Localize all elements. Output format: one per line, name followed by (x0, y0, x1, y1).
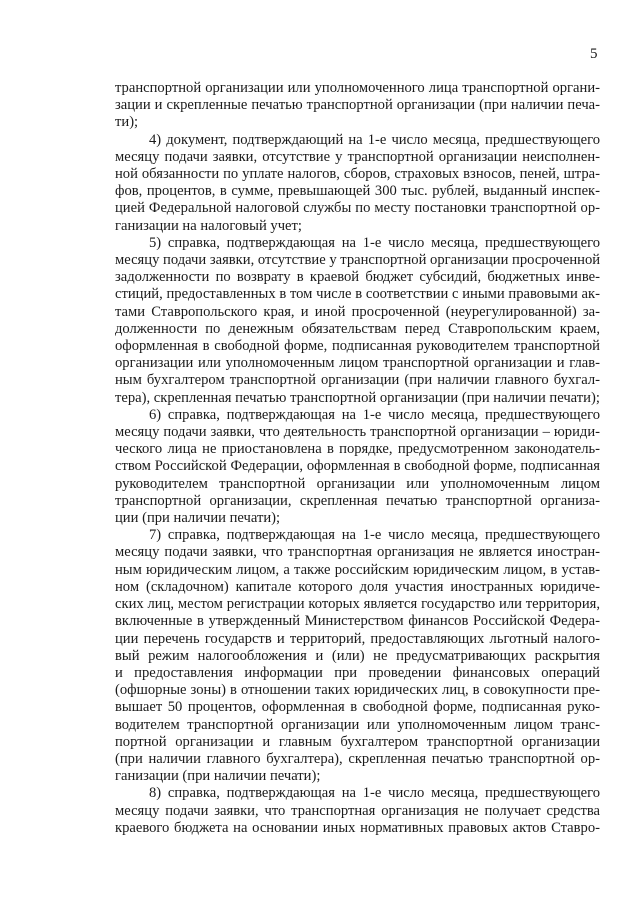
text-line: ным юридическим лицом, а также российским юридическим лицом, в устав- (115, 561, 600, 578)
text-line: ских лиц, местом регистрации которых является государство или территория, (115, 596, 600, 613)
text-line: ции перечень государств и территорий, предоставляющих льготный налого- (115, 630, 600, 647)
text-line: задолженности по возврату в краевой бюджет субсидий, бюджетных инве- (115, 269, 600, 286)
text-line: месяцу подачи заявки, отсутствие у транспортной организации просроченной (115, 252, 601, 269)
paragraph (115, 80, 600, 132)
text-line: руководителем транспортной организации или уполномоченным лицом (115, 475, 600, 492)
page-number: 5 (590, 46, 598, 62)
text-line: и предоставления информации при проведении финансовых операций (115, 664, 600, 681)
text-line: транспортной организации или уполномоченного лица транспортной органи- (115, 80, 600, 96)
text-line: ным бухгалтером транспортной организации (при наличии главного бухгал- (115, 372, 600, 389)
paragraph (115, 785, 600, 837)
text-line: зации и скрепленные печатью транспортной организации (при наличии печа- (115, 97, 600, 114)
text-line: организации или уполномоченным лицом транспортной организации и глав- (115, 355, 600, 372)
text-line: 4) документ, подтверждающий на 1-е число месяца, предшествующего (149, 131, 600, 148)
text-line: включенные в утвержденный Министерством финансов Российской Федера- (115, 613, 600, 630)
text-line: 7) справка, подтверждающая на 1-е число месяца, предшествующего (149, 527, 600, 544)
paragraph (115, 235, 600, 407)
text-line: ном (складочном) капитале которого доля участия иностранных юридиче- (115, 578, 600, 595)
text-line: водителем транспортной организации или уполномоченным лицом транс- (115, 716, 600, 733)
text-line: тами Ставропольского края, и иной просроченной (неурегулированной) за- (115, 303, 600, 320)
text-line: месяцу подачи заявки, что транспортная организация не является иностран- (115, 544, 600, 561)
text-line: краевого бюджета на основании иных нормативных правовых актов Ставро- (115, 819, 600, 836)
text-line: ти); (115, 114, 139, 131)
text-line: стиций, предоставленных в том числе в соответствии с иными правовыми ак- (115, 286, 600, 303)
paragraph (115, 527, 600, 785)
text-line: 8) справка, подтверждающая на 1-е число месяца, предшествующего (149, 785, 600, 802)
text-line: 6) справка, подтверждающая на 1-е число месяца, предшествующего (149, 406, 600, 423)
text-line: месяцу подачи заявки, отсутствие у транспортной организации неисполнен- (115, 148, 600, 165)
text-line: ной обязанности по уплате налогов, сборов, страховых взносов, пеней, штра- (115, 166, 600, 183)
text-line: ством Российской Федерации, оформленная в свободной форме, подписанная (115, 458, 600, 475)
paragraph (115, 407, 600, 527)
document-body (115, 80, 600, 837)
text-line: транспортной организации, скрепленная печатью транспортной организа- (115, 492, 600, 509)
text-line: месяцу подачи заявки, что транспортная организация не получает средства (115, 802, 600, 819)
text-line: (офшорные зоны) в отношении таких юридических лиц, в совокупности пре- (115, 682, 600, 699)
text-line: ческого лица не приостановлена в порядке, предусмотренном законодатель- (115, 441, 600, 458)
text-line: долженности по денежным обязательствам перед Ставропольским краем, (115, 320, 600, 337)
text-line: ганизации (при наличии печати); (115, 768, 321, 785)
text-line: 5) справка, подтверждающая на 1-е число месяца, предшествующего (149, 234, 600, 251)
text-line: вышает 50 процентов, оформленная в свободной форме, подписанная руко- (115, 699, 600, 716)
text-line: вый режим налогообложения и (или) не предусматривающих раскрытия (115, 647, 600, 664)
paragraph (115, 132, 600, 235)
text-line: ции (при наличии печати); (115, 510, 281, 527)
text-line: цией Федеральной налоговой службы по месту постановки транспортной ор- (115, 200, 600, 217)
text-line: месяцу подачи заявки, что деятельность транспортной организации – юриди- (115, 424, 600, 441)
text-line: тера), скрепленная печатью транспортной организации (при наличии печати); (115, 389, 600, 406)
text-line: портной организации и главным бухгалтером транспортной организации (115, 733, 600, 750)
text-line: фов, процентов, в сумме, превышающей 300 тыс. рублей, выданный инспек- (115, 183, 600, 200)
text-line: ганизации на налоговый учет; (115, 217, 302, 234)
text-line: оформленная в свободной форме, подписанная руководителем транспортной (115, 338, 600, 355)
text-line: (при наличии главного бухгалтера), скрепленная печатью транспортной ор- (115, 750, 600, 767)
